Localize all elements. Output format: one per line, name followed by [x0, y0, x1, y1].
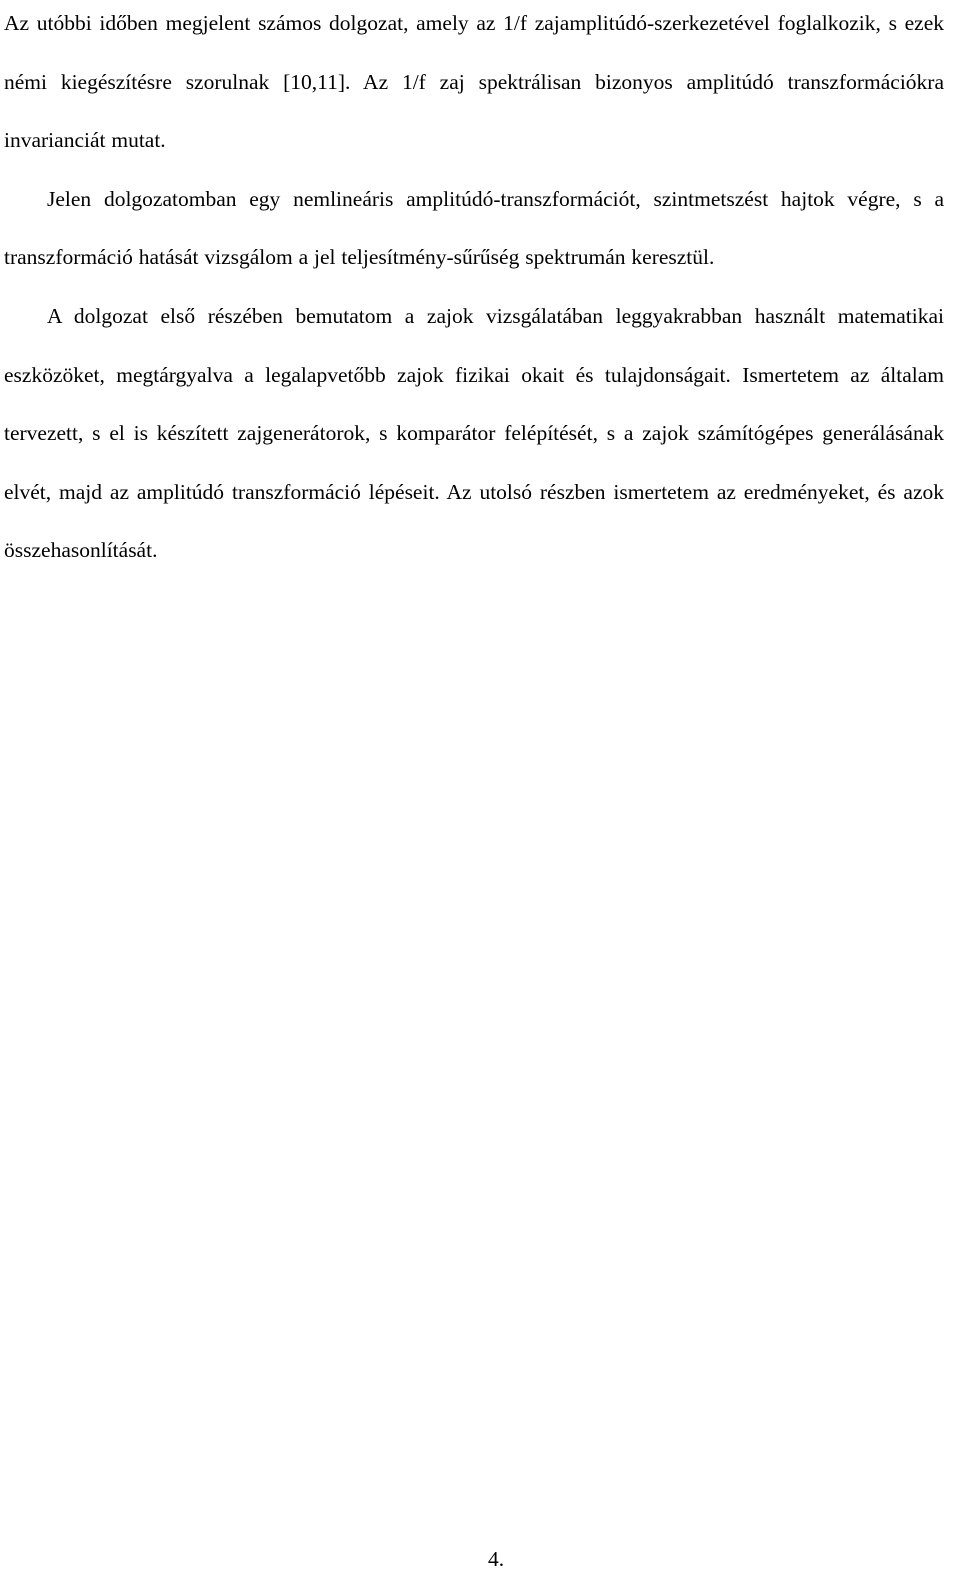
body-text — [4, 0, 944, 580]
paragraph-intro: Az utóbbi időben megjelent számos dolgozat, amely az 1/f zajamplitúdó-szerkezetével foglalkozik, s ezek némi kiegészítésre szorulnak [10,11]. Az 1/f zaj spektrálisan bizonyos amplitúdó transzformációkra invarianciát mutat. — [4, 11, 944, 153]
paragraph-aim: Jelen dolgozatomban egy nemlineáris amplitúdó-transzformációt, szintmetszést hajtok végre, s a transzformáció hatását vizsgálom a jel teljesítmény-sűrűség spektrumán keresztül. — [4, 186, 944, 270]
page-number: 4. — [487, 1547, 505, 1571]
paragraph-structure: A dolgozat első részében bemutatom a zajok vizsgálatában leggyakrabban használt matematikai eszközöket, megtárgyalva a legalapvetőbb zajok fizikai okait és tulajdonságait. Ismertetem az általam tervezett, s el is készített zajgenerátorok, s komparátor felépítését, s a zajok számítógépes generálásának elvét, majd az amplitúdó transzformáció lépéseit. Az utolsó részben ismertetem az eredményeket, és azok összehasonlítását. — [4, 303, 944, 563]
